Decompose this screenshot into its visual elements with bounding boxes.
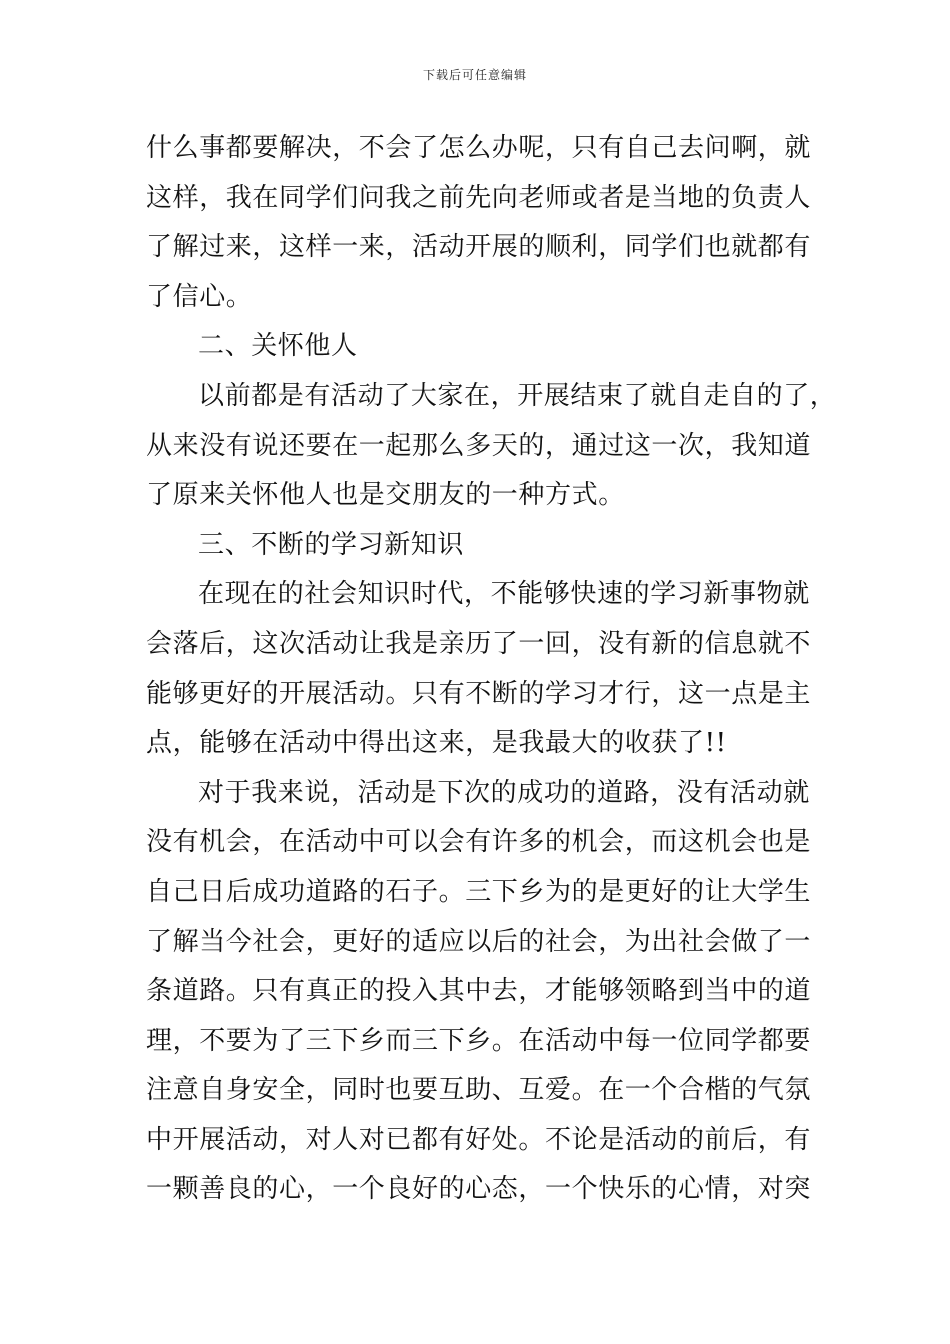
text-line: 以前都是有活动了大家在，开展结束了就自走自的了，	[198, 380, 837, 411]
body-text	[146, 124, 837, 1215]
text-line: 理，不要为了三下乡而三下乡。在活动中每一位同学都要	[146, 1025, 812, 1056]
text-line: 从来没有说还要在一起那么多天的，通过这一次，我知道	[146, 430, 812, 461]
text-line: 一颗善良的心，一个良好的心态，一个快乐的心情，对突	[146, 1174, 812, 1205]
text-line: 能够更好的开展活动。只有不断的学习才行，这一点是主	[146, 678, 812, 709]
page-header: 下载后可任意编辑	[422, 68, 527, 82]
text-line: 了解过来，这样一来，活动开展的顺利，同学们也就都有	[146, 232, 812, 263]
text-line: 在现在的社会知识时代，不能够快速的学习新事物就	[198, 579, 810, 610]
text-line: 了信心。	[146, 281, 253, 312]
text-line: 注意自身安全，同时也要互助、互爱。在一个合楷的气氛	[146, 1075, 812, 1106]
text-line: 条道路。只有真正的投入其中去，才能够领略到当中的道	[146, 976, 812, 1007]
text-line: 什么事都要解决，不会了怎么办呢，只有自己去问啊，就	[146, 133, 812, 163]
text-line: 了原来关怀他人也是交朋友的一种方式。	[146, 480, 625, 511]
text-line: 对于我来说，活动是下次的成功的道路，没有活动就	[198, 777, 810, 808]
section-heading: 三、不断的学习新知识	[198, 529, 465, 560]
text-line: 会落后，这次活动让我是亲历了一回，没有新的信息就不	[146, 628, 812, 659]
text-line: 了解当今社会，更好的适应以后的社会，为出社会做了一	[146, 926, 812, 957]
text-line: 没有机会，在活动中可以会有许多的机会，而这机会也是	[146, 827, 812, 858]
text-line: 自己日后成功道路的石子。三下乡为的是更好的让大学生	[146, 876, 812, 907]
section-heading: 二、关怀他人	[198, 331, 358, 362]
text-line: 这样，我在同学们问我之前先向老师或者是当地的负责人	[146, 182, 812, 213]
text-line: 中开展活动，对人对已都有好处。不论是活动的前后，有	[146, 1124, 812, 1155]
text-line: 点，能够在活动中得出这来，是我最大的收获了!!	[146, 728, 727, 759]
